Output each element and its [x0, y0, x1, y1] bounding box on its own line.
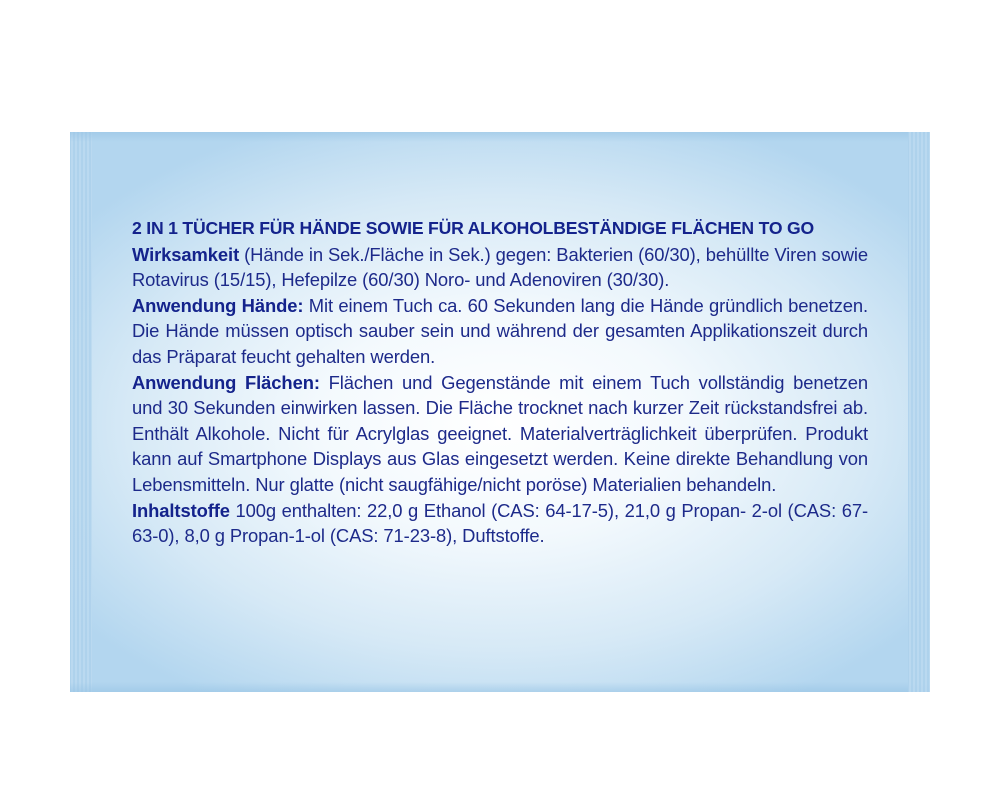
ingredients-text: 100g enthalten: 22,0 g Ethanol (CAS: 64-17-5), 21,0 g Propan- 2-ol (CAS: 67-63-0), 8,0 g Propan-1-ol (CAS: 71-23-8), Duftstoffe. — [132, 499, 868, 547]
ingredients-paragraph — [132, 498, 868, 549]
product-headline: 2 IN 1 TÜCHER FÜR HÄNDE SOWIE FÜR ALKOHOLBESTÄNDIGE FLÄCHEN TO GO — [132, 218, 814, 238]
surfaces-usage-label: Anwendung Flächen: — [132, 371, 320, 393]
hands-usage-text: Mit einem Tuch ca. 60 Sekunden lang die Hände gründlich benetzen. Die Hände müssen optisch sauber sein und während der gesamten Applikationszeit durch das Präparat feucht gehalten werden. — [132, 294, 868, 367]
packet-top-seam — [70, 132, 930, 142]
hands-usage-paragraph — [132, 293, 868, 370]
efficacy-label: Wirksamkeit — [132, 243, 240, 265]
wipe-packet — [70, 132, 930, 692]
surfaces-usage-text: Flächen und Gegenstände mit einem Tuch vollständig benetzen und 30 Sekunden einwirken lassen. Die Fläche trocknet nach kurzer Zeit rückstandsfrei ab. Enthält Alkohole. Nicht für Acrylglas geeignet. Materialverträglichkeit überprüfen. Produkt kann auf Smartphone Displays aus Glas eingesetzt werden. Keine direkte Behandlung von Lebensmitteln. Nur glatte (nicht saugfähige/nicht poröse) Materialien behandeln. — [132, 371, 868, 495]
hands-usage-label: Anwendung Hände: — [132, 294, 304, 316]
packet-bottom-seam — [70, 682, 930, 692]
efficacy-paragraph — [132, 242, 868, 293]
surfaces-usage-paragraph — [132, 370, 868, 498]
label-text-block — [132, 216, 868, 549]
ingredients-label: Inhaltstoffe — [132, 499, 230, 521]
efficacy-text: (Hände in Sek./Fläche in Sek.) gegen: Bakterien (60/30), behüllte Viren sowie Rotavirus (15/15), Hefepilze (60/30) Noro- und Adenoviren (30/30). — [132, 243, 868, 291]
